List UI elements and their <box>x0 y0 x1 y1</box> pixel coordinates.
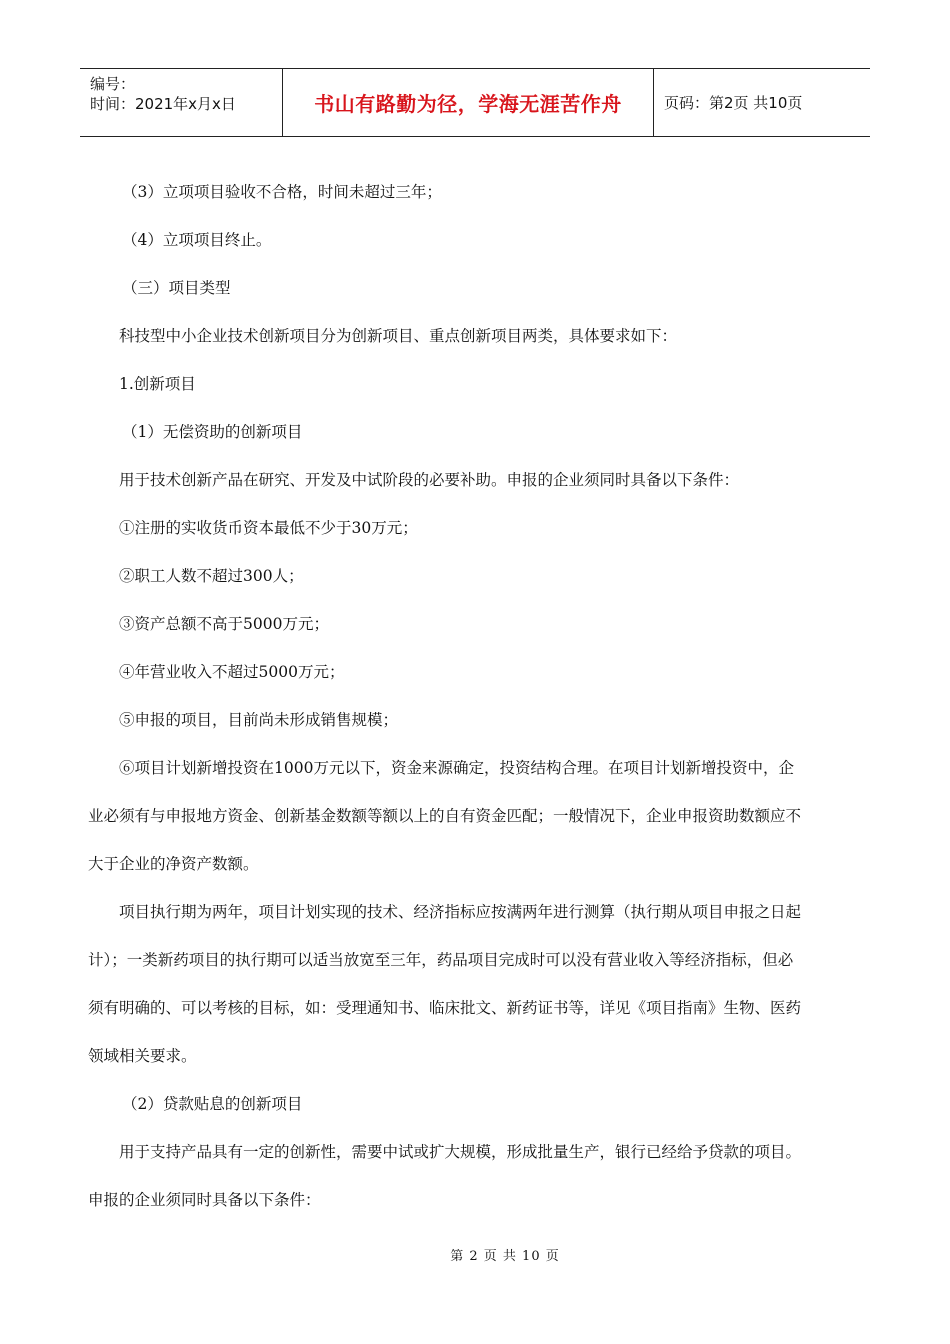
page-footer <box>0 1245 950 1264</box>
list-item: ③资产总额不高于5000万元； <box>119 615 329 633</box>
footer-page-number: 第 2 页 共 10 页 <box>450 1249 560 1264</box>
section-heading: （三）项目类型 <box>122 279 231 297</box>
paragraph-line: 申报的企业须同时具备以下条件： <box>88 1191 321 1209</box>
list-item: ②职工人数不超过300人； <box>119 567 304 585</box>
paragraph-line: （4）立项项目终止。 <box>122 231 272 249</box>
list-item: ⑥项目计划新增投资在1000万元以下，资金来源确定，投资结构合理。在项目计划新增投资中，企 <box>119 759 794 777</box>
paragraph-line: 用于支持产品具有一定的创新性，需要中试或扩大规模，形成批量生产，银行已经给予贷款的项目。 <box>119 1143 802 1161</box>
list-item: ⑤申报的项目，目前尚未形成销售规模； <box>119 711 399 729</box>
list-item: ④年营业收入不超过5000万元； <box>119 663 345 681</box>
paragraph-line: 须有明确的、可以考核的目标，如：受理通知书、临床批文、新药证书等，详见《项目指南》生物、医药 <box>88 999 802 1017</box>
paragraph-line: 计）；一类新药项目的执行期可以适当放宽至三年，药品项目完成时可以没有营业收入等经济指标，但必 <box>88 951 794 969</box>
paragraph-line: 领域相关要求。 <box>88 1047 197 1065</box>
header-page-cell <box>654 69 870 136</box>
paragraph-line: 用于技术创新产品在研究、开发及中试阶段的必要补助。申报的企业须同时具备以下条件： <box>119 471 740 489</box>
paragraph-line: 项目执行期为两年，项目计划实现的技术、经济指标应按满两年进行测算（执行期从项目申报之日起 <box>119 903 802 921</box>
header-motto-cell <box>283 69 654 136</box>
paragraph-line: （3）立项项目验收不合格，时间未超过三年； <box>122 183 442 201</box>
header-motto: 书山有路勤为径，学海无涯苦作舟 <box>314 92 622 116</box>
subsection-heading: （2）贷款贴息的创新项目 <box>122 1095 303 1113</box>
document-date-label: 时间：2021年x月x日 <box>90 95 236 113</box>
subsection-heading: 1.创新项目 <box>119 375 196 393</box>
page-header <box>80 68 870 137</box>
header-meta-cell <box>80 69 283 136</box>
paragraph-line: 科技型中小企业技术创新项目分为创新项目、重点创新项目两类，具体要求如下： <box>119 327 678 345</box>
header-page-number: 页码：第2页 共10页 <box>664 94 803 112</box>
document-number-label: 编号： <box>90 75 136 93</box>
list-item: ①注册的实收货币资本最低不少于30万元； <box>119 519 418 537</box>
paragraph-line: 大于企业的净资产数额。 <box>88 855 259 873</box>
subsection-heading: （1）无偿资助的创新项目 <box>122 423 303 441</box>
paragraph-line: 业必须有与申报地方资金、创新基金数额等额以上的自有资金匹配；一般情况下，企业申报资助数额应不 <box>88 807 802 825</box>
